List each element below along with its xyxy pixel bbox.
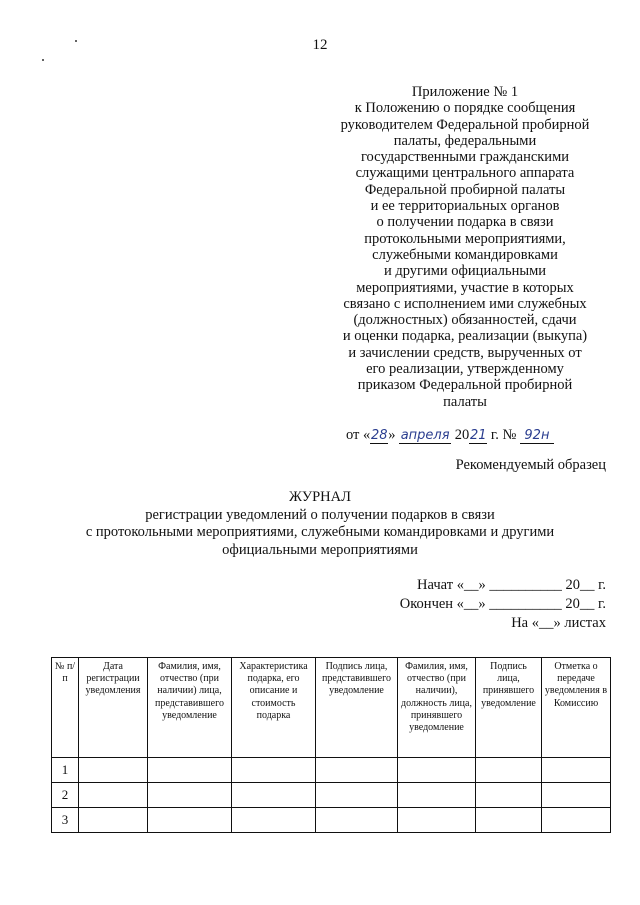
order-mid3: г. №: [487, 427, 520, 443]
annex-header: [330, 84, 600, 410]
annex-line: и оценки подарка, реализации (выкупа): [342, 328, 588, 345]
empty-cell: [476, 808, 542, 833]
annex-line: о получении подарка в связи: [376, 214, 554, 231]
empty-cell: [476, 758, 542, 783]
sheets-line: На «__» листах: [511, 615, 606, 631]
register-table: [51, 657, 611, 833]
empty-cell: [542, 758, 611, 783]
order-prefix: от «: [346, 427, 371, 443]
order-mid2: 20: [451, 427, 470, 443]
column-header-gift-description: Характеристика подарка, его описание и стоимость подарка: [232, 658, 316, 758]
order-month-handwritten: апреля: [400, 428, 450, 443]
empty-cell: [316, 783, 398, 808]
annex-line: и другими официальными: [383, 263, 547, 280]
empty-cell: [476, 783, 542, 808]
scan-speck: [75, 40, 77, 42]
page-number: 12: [312, 37, 328, 53]
empty-cell: [542, 783, 611, 808]
started-line: Начат «__» __________ 20__ г.: [417, 577, 606, 593]
empty-cell: [398, 808, 476, 833]
empty-cell: [316, 808, 398, 833]
table-row: [52, 808, 611, 833]
empty-cell: [542, 808, 611, 833]
annex-line: служащими центрального аппарата: [355, 165, 575, 182]
annex-line: и ее территориальных органов: [370, 198, 560, 215]
empty-cell: [232, 783, 316, 808]
journal-subtitle-line: с протокольными мероприятиями, служебными командировками и другими: [85, 524, 555, 540]
journal-subtitle-line: регистрации уведомлений о получении подарков в связи: [145, 506, 495, 523]
empty-cell: [148, 808, 232, 833]
annex-line: палаты, федеральными: [393, 132, 537, 149]
column-header-date: Дата регистрации уведомления: [79, 658, 148, 758]
annex-line: руководителем Федеральной пробирной: [340, 116, 590, 133]
empty-cell: [79, 783, 148, 808]
row-number-cell: 1: [52, 758, 79, 783]
annex-line: к Положению о порядке сообщения: [354, 100, 576, 117]
order-mid1: »: [388, 427, 400, 443]
annex-line: протокольными мероприятиями,: [364, 230, 566, 247]
annex-line: государственными гражданскими: [360, 149, 570, 166]
journal-title: ЖУРНАЛ: [289, 489, 351, 505]
scan-speck: [42, 59, 44, 61]
column-header-number: № п/п: [52, 658, 79, 758]
journal-subtitle-line: официальными мероприятиями: [222, 541, 418, 558]
column-header-submitter-signature: Подпись лица, представившего уведомление: [316, 658, 398, 758]
annex-line: мероприятиями, участие в которых: [356, 279, 574, 296]
annex-line: связано с исполнением ими служебных: [343, 295, 587, 312]
order-number-handwritten: 92н: [520, 429, 554, 444]
empty-cell: [232, 758, 316, 783]
order-day-handwritten: 28: [371, 428, 388, 443]
annex-line: приказом Федеральной пробирной: [357, 377, 573, 394]
finished-line: Окончен «__» __________ 20__ г.: [399, 596, 606, 612]
annex-line: служебными командировками: [372, 246, 558, 263]
sample-label: Рекомендуемый образец: [455, 457, 606, 473]
empty-cell: [148, 783, 232, 808]
annex-line: и зачислении средств, вырученных от: [348, 344, 582, 361]
empty-cell: [79, 758, 148, 783]
empty-cell: [79, 808, 148, 833]
annex-line: палаты: [443, 393, 487, 410]
annex-line: его реализации, утвержденному: [366, 361, 564, 378]
table-row: [52, 783, 611, 808]
column-header-receiver-signature: Подпись лица, принявшего уведомление: [476, 658, 542, 758]
column-header-submitter-name: Фамилия, имя, отчество (при наличии) лица, представившего уведомление: [148, 658, 232, 758]
empty-cell: [316, 758, 398, 783]
order-year-handwritten: 21: [470, 428, 487, 443]
column-header-commission-mark: Отметка о передаче уведомления в Комиссию: [542, 658, 611, 758]
annex-line: Федеральной пробирной палаты: [364, 181, 566, 198]
order-reference: [346, 427, 606, 444]
annex-line: Приложение № 1: [411, 84, 519, 100]
empty-cell: [398, 783, 476, 808]
empty-cell: [232, 808, 316, 833]
column-header-receiver-name: Фамилия, имя, отчество (при наличии), должность лица, принявшего уведомление: [398, 658, 476, 758]
row-number-cell: 2: [52, 783, 79, 808]
table-header-row: [52, 658, 611, 758]
row-number-cell: 3: [52, 808, 79, 833]
annex-line: (должностных) обязанностей, сдачи: [353, 312, 577, 329]
empty-cell: [398, 758, 476, 783]
empty-cell: [148, 758, 232, 783]
journal-title-block: [0, 489, 640, 559]
journal-meta: [400, 576, 606, 633]
table-row: [52, 758, 611, 783]
